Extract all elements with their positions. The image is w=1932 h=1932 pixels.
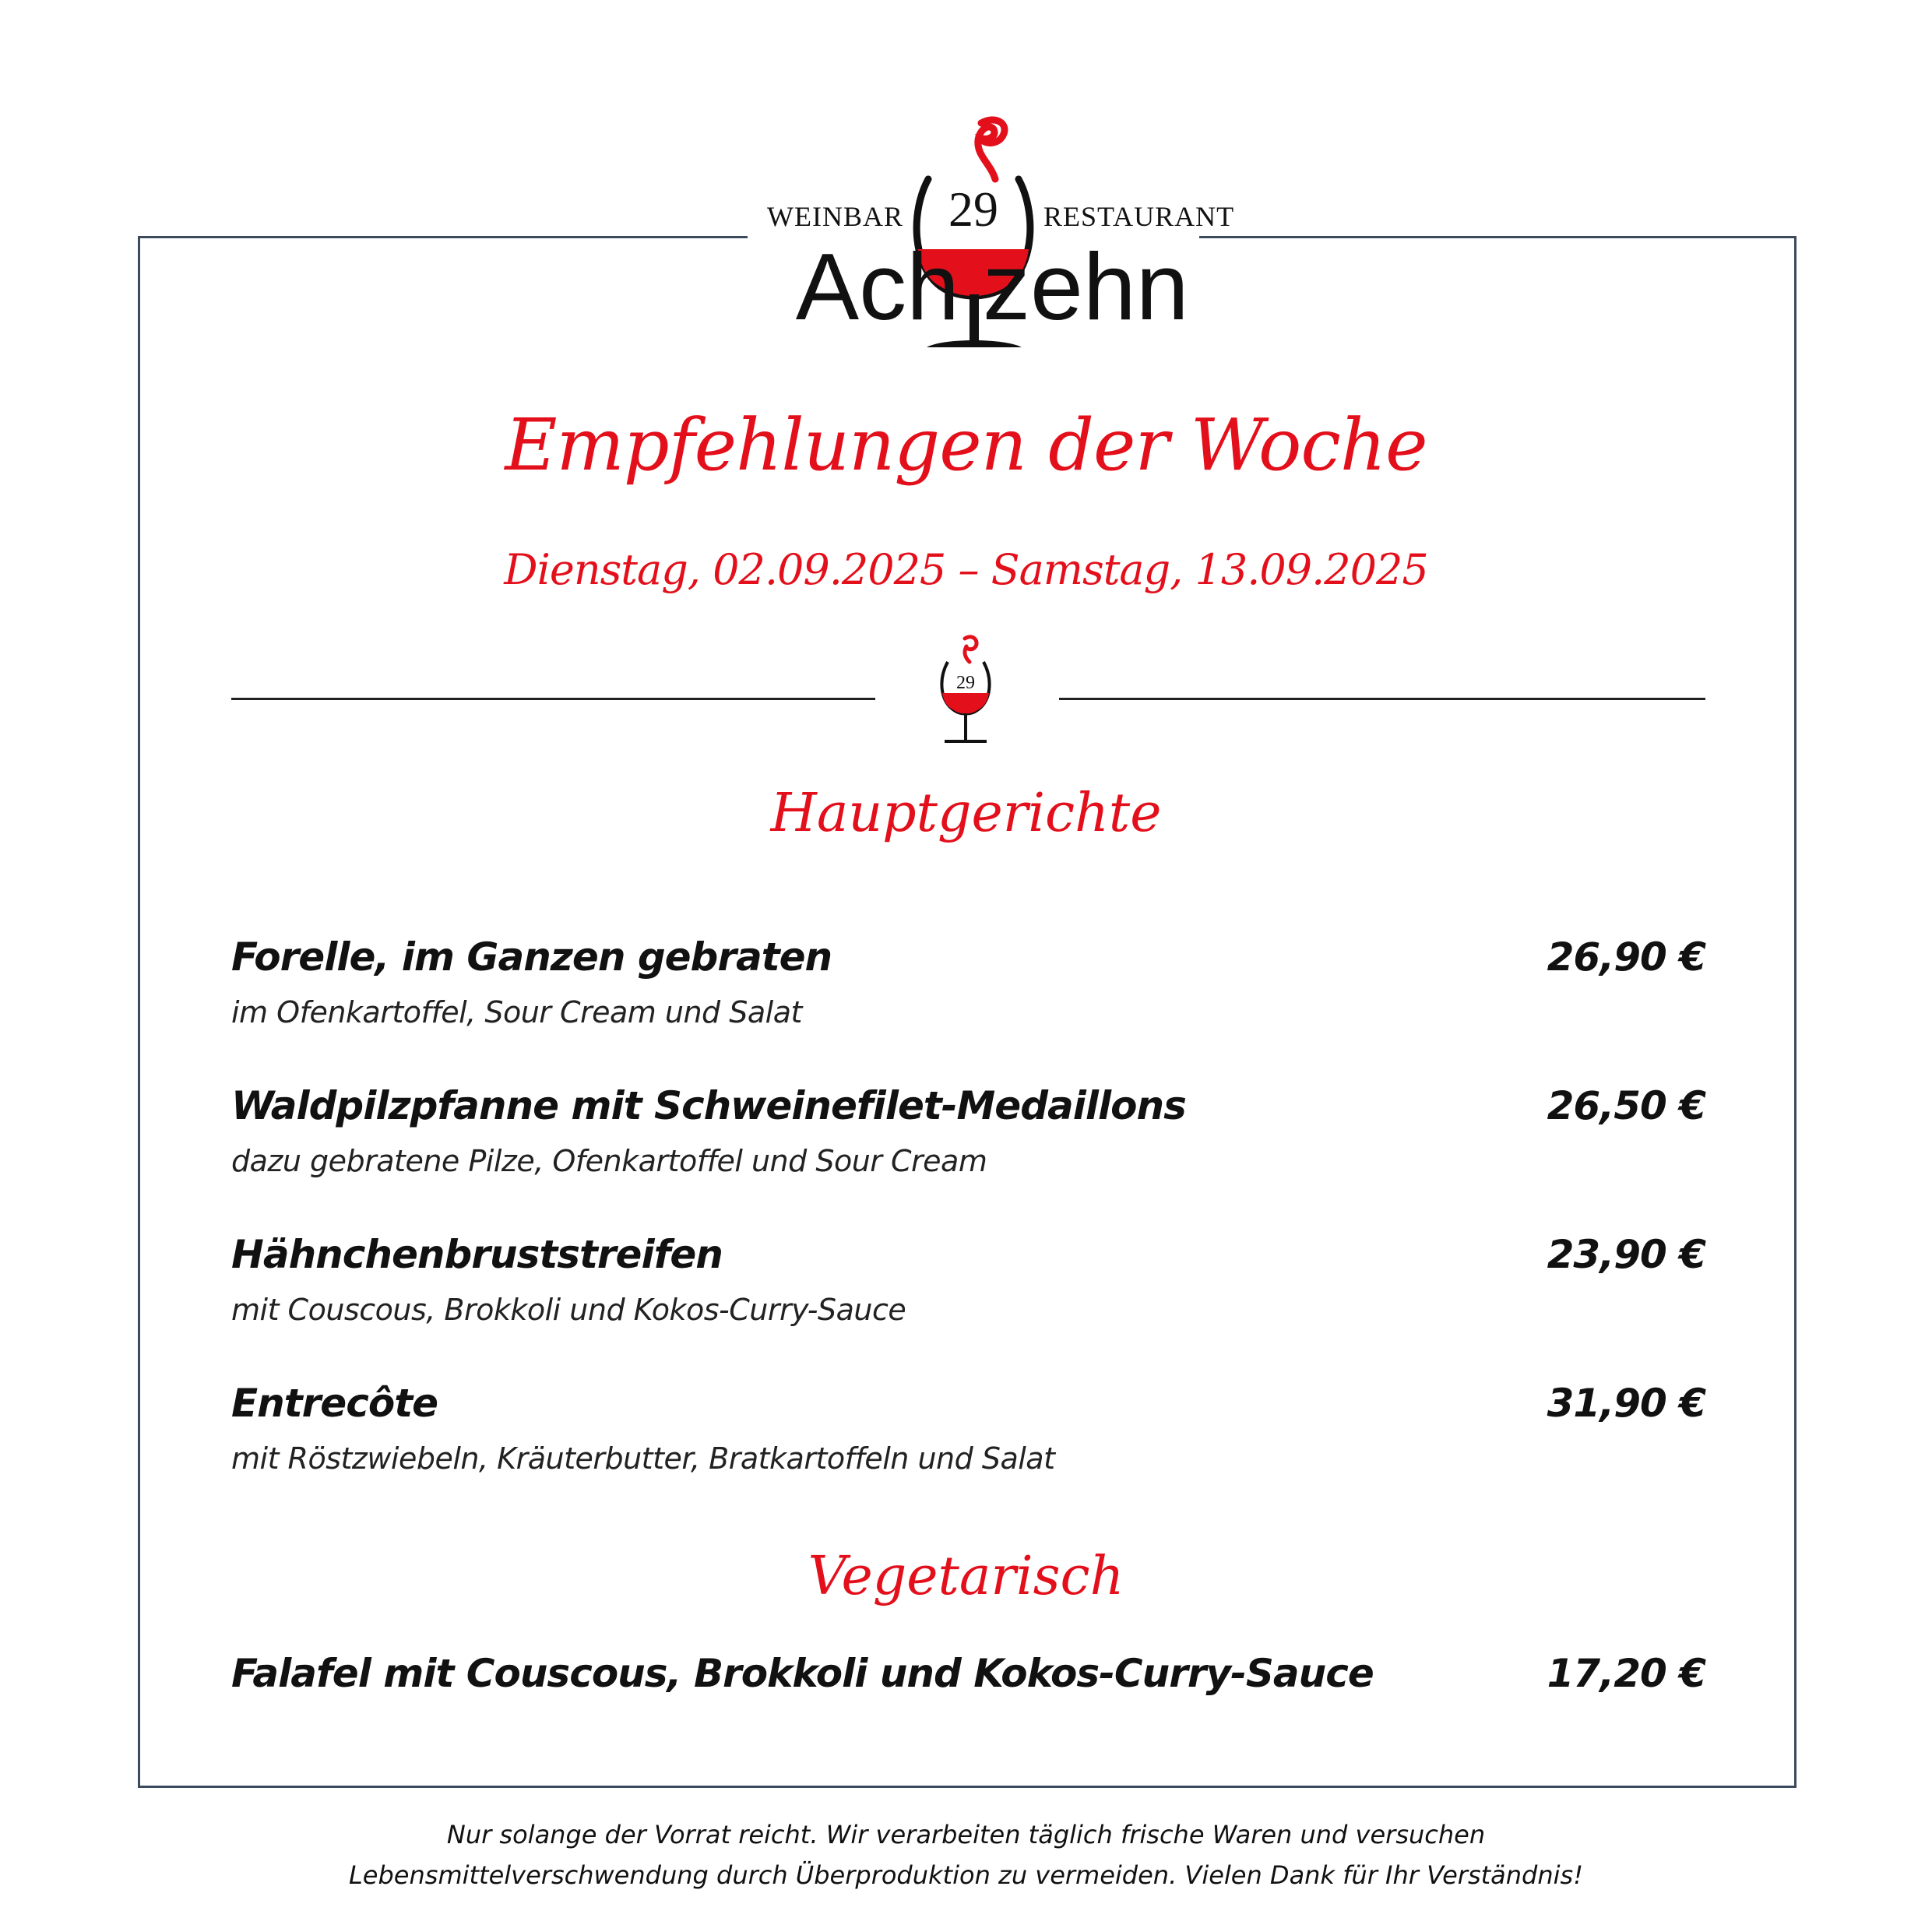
dish-name: Entrecôte: [231, 1381, 438, 1426]
restaurant-logo: [748, 109, 1235, 358]
dish-name: Falafel mit Couscous, Brokkoli und Kokos-Curry-Sauce: [231, 1651, 1374, 1696]
section-title-vegetarian: Vegetarisch: [808, 1546, 1124, 1607]
page-title: Empfehlungen der Woche: [505, 403, 1427, 487]
divider-number: 29: [956, 673, 975, 693]
dish-description: dazu gebratene Pilze, Ofenkartoffel und Sour Cream: [231, 1144, 987, 1178]
footer-line: Nur solange der Vorrat reicht. Wir verarbeiten täglich frische Waren und versuchen: [446, 1820, 1486, 1849]
logo-left-word: WEINBAR: [767, 201, 903, 232]
footer-line: Lebensmittelverschwendung durch Überproduktion zu vermeiden. Vielen Dank für Ihr Verständnis!: [348, 1860, 1584, 1890]
dish-description: im Ofenkartoffel, Sour Cream und Salat: [231, 995, 802, 1029]
footer-note: [0, 1814, 1932, 1895]
logo-number: 29: [948, 181, 998, 237]
menu-item: [231, 1232, 1705, 1327]
dish-price: 17,20 €: [1547, 1651, 1705, 1696]
dish-price: 31,90 €: [1547, 1381, 1705, 1426]
dish-price: 23,90 €: [1547, 1232, 1705, 1277]
dish-price: 26,90 €: [1547, 934, 1705, 980]
menu-item: [231, 1083, 1705, 1178]
dish-description: mit Röstzwiebeln, Kräuterbutter, Bratkartoffeln und Salat: [231, 1441, 1055, 1476]
dish-name: Waldpilzpfanne mit Schweinefilet-Medaillons: [231, 1083, 1186, 1128]
dish-description: mit Couscous, Brokkoli und Kokos-Curry-Sauce: [231, 1293, 906, 1327]
logo-brand-start: Ach: [795, 234, 959, 340]
menu-item: [231, 1651, 1705, 1696]
dish-name: Forelle, im Ganzen gebraten: [231, 934, 832, 980]
divider-line-left: [231, 698, 875, 700]
menu-item: [231, 934, 1705, 1029]
dish-price: 26,50 €: [1547, 1083, 1705, 1128]
menu-item: [231, 1381, 1705, 1476]
divider-line-right: [1059, 698, 1705, 700]
section-title-main: Hauptgerichte: [770, 783, 1162, 844]
wine-glass-icon: [931, 632, 1001, 749]
dish-name: Hähnchenbruststreifen: [231, 1232, 723, 1277]
logo-brand-end: zehn: [983, 234, 1189, 340]
logo-right-word: RESTAURANT: [1043, 201, 1235, 232]
date-range: Dienstag, 02.09.2025 – Samstag, 13.09.2025: [504, 545, 1428, 594]
